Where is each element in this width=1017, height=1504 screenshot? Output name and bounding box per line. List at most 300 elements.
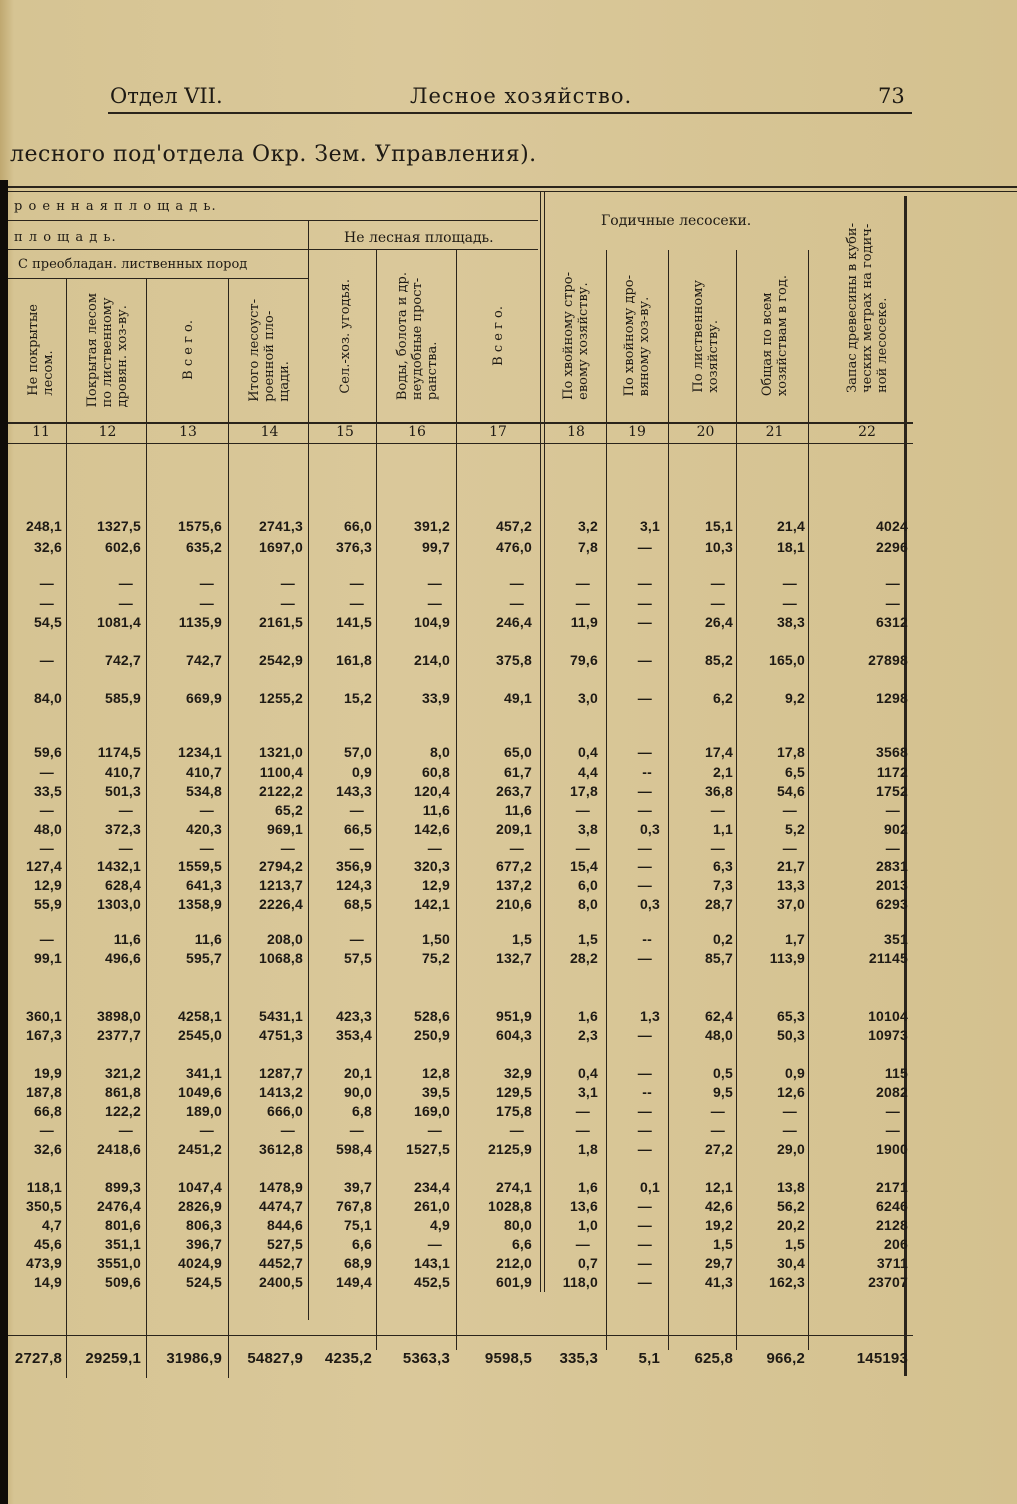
column-header-21 — [738, 252, 811, 420]
column-header-label: По лиственному хозяйству. — [690, 279, 721, 393]
table-cell: 115 — [884, 1065, 908, 1081]
table-cell: 99,1 — [33, 950, 62, 966]
table-cell: 3,8 — [577, 821, 598, 837]
column-number-11: 11 — [32, 424, 50, 440]
table-cell: 1,1 — [712, 821, 733, 837]
table-cell: 36,8 — [704, 783, 733, 799]
table-cell: — — [885, 595, 900, 611]
table-cell: 165,0 — [768, 652, 805, 668]
table-cell: 1049,6 — [177, 1084, 222, 1100]
table-cell: 57,5 — [343, 950, 372, 966]
table-cell: — — [637, 690, 652, 706]
table-cell: — — [637, 858, 652, 874]
table-cell: 3568 — [876, 744, 908, 760]
group-header-deciduous: С преобладан. лиственных пород — [18, 257, 248, 272]
table-cell: — — [427, 840, 442, 856]
column-header-label: В с е г о. — [490, 306, 506, 366]
table-cell: 141,5 — [335, 614, 372, 630]
page-binding-edge — [0, 180, 8, 1504]
table-cell: 3551,0 — [96, 1255, 141, 1271]
table-cell: 169,0 — [413, 1103, 450, 1119]
table-cell: 410,7 — [185, 764, 222, 780]
table-cell: 376,3 — [335, 539, 372, 555]
table-cell: 360,1 — [25, 1008, 62, 1024]
table-cell: 27,2 — [704, 1141, 733, 1157]
table-cell: 1047,4 — [177, 1179, 222, 1195]
table-cell: 0,7 — [577, 1255, 598, 1271]
table-cell: 598,4 — [335, 1141, 372, 1157]
table-cell: 4258,1 — [177, 1008, 222, 1024]
table-cell: 113,9 — [769, 950, 805, 966]
table-cell: 21145 — [868, 950, 908, 966]
table-cell: 2377,7 — [96, 1027, 141, 1043]
table-cell: — — [710, 840, 725, 856]
colnum-rule — [8, 443, 913, 444]
header-rule-2 — [8, 249, 538, 250]
table-cell: 457,2 — [495, 518, 532, 534]
table-cell: — — [885, 1103, 900, 1119]
column-header-label: Общая по всем хозяйствам в год. — [759, 275, 790, 397]
table-cell: 635,2 — [185, 539, 222, 555]
table-cell: — — [575, 840, 590, 856]
table-cell: 1174,5 — [97, 744, 141, 760]
table-cell: 496,6 — [104, 950, 141, 966]
table-cell: 11,9 — [570, 614, 598, 630]
table-cell: 161,8 — [335, 652, 372, 668]
table-cell: 1100,4 — [259, 764, 303, 780]
column-number-12: 12 — [98, 424, 117, 440]
table-cell: 2545,0 — [177, 1027, 222, 1043]
table-cell: 2826,9 — [177, 1198, 222, 1214]
header-rule-3 — [8, 278, 308, 279]
table-cell: 2226,4 — [258, 896, 303, 912]
table-cell: 3711 — [876, 1255, 908, 1271]
table-cell: 602,6 — [104, 539, 141, 555]
table-cell: 420,3 — [185, 821, 222, 837]
column-number-13: 13 — [179, 424, 197, 440]
table-cell: 1298 — [876, 690, 908, 706]
table-cell: 1,6 — [577, 1179, 598, 1195]
table-cell: 391,2 — [413, 518, 450, 534]
table-cell: 10973 — [868, 1027, 908, 1043]
table-cell: — — [710, 575, 725, 591]
table-cell: 1172 — [876, 764, 908, 780]
table-cell: — — [199, 840, 214, 856]
table-cell: 208,0 — [266, 931, 303, 947]
total-cell: 54827,9 — [247, 1350, 303, 1367]
table-cell: — — [782, 840, 797, 856]
total-cell: 31986,9 — [166, 1350, 222, 1367]
table-cell: 57,0 — [343, 744, 372, 760]
table-top-rule-thin — [8, 191, 1017, 192]
column-number-19: 19 — [628, 424, 646, 440]
table-cell: 501,3 — [104, 783, 141, 799]
page-title: Лесное хозяйство. — [410, 84, 633, 108]
table-cell: 246,4 — [495, 614, 532, 630]
column-header-11 — [14, 280, 68, 420]
table-cell: 350,5 — [25, 1198, 62, 1214]
table-cell: — — [637, 1103, 652, 1119]
table-cell: 534,8 — [185, 783, 222, 799]
table-cell: 50,3 — [776, 1027, 805, 1043]
table-cell: 2400,5 — [258, 1274, 303, 1290]
column-header-label: Итого лесоуст- роенной пло- щади. — [247, 298, 292, 402]
table-cell: 214,0 — [413, 652, 450, 668]
table-cell: 189,0 — [185, 1103, 222, 1119]
total-cell: 2727,8 — [14, 1350, 62, 1367]
column-rule-2 — [146, 278, 147, 1378]
table-cell: — — [637, 1274, 652, 1290]
table-cell: — — [637, 802, 652, 818]
table-cell: 263,7 — [495, 783, 532, 799]
table-cell: — — [782, 802, 797, 818]
total-cell: 9598,5 — [484, 1350, 532, 1367]
column-header-14 — [230, 280, 309, 420]
table-cell: — — [349, 840, 364, 856]
table-cell: 0,3 — [639, 821, 660, 837]
table-cell: 54,5 — [33, 614, 62, 630]
table-cell: 4,9 — [429, 1217, 450, 1233]
table-cell: 66,8 — [33, 1103, 62, 1119]
table-cell: 585,9 — [104, 690, 141, 706]
column-header-label: По хвойному стро- евому хозяйству. — [561, 272, 591, 400]
total-cell: 145193 — [856, 1350, 908, 1367]
table-cell: 48,0 — [704, 1027, 733, 1043]
header-rule-1 — [8, 220, 538, 221]
column-header-label: По хвойному дро- вяному хоз-ву. — [622, 275, 652, 397]
table-cell: 61,7 — [503, 764, 532, 780]
table-cell: — — [118, 595, 133, 611]
table-cell: 1,5 — [712, 1236, 733, 1252]
table-cell: 1303,0 — [96, 896, 141, 912]
table-cell: 1752 — [876, 783, 908, 799]
table-cell: 969,1 — [266, 821, 303, 837]
table-cell: 3,0 — [577, 690, 598, 706]
table-cell: 372,3 — [104, 821, 141, 837]
table-cell: 60,8 — [421, 764, 450, 780]
table-cell: 6293 — [876, 896, 908, 912]
table-cell: 0,2 — [712, 931, 733, 947]
table-cell: 2542,9 — [258, 652, 303, 668]
column-header-label: Сел.-хоз. угодья. — [337, 278, 353, 394]
table-cell: 341,1 — [185, 1065, 222, 1081]
table-cell: 30,4 — [776, 1255, 805, 1271]
table-cell: 0,4 — [577, 744, 598, 760]
table-cell: 1527,5 — [405, 1141, 450, 1157]
table-cell: 143,3 — [335, 783, 372, 799]
table-cell: 149,4 — [335, 1274, 372, 1290]
table-cell: — — [427, 595, 442, 611]
table-cell: — — [427, 575, 442, 591]
table-cell: — — [39, 575, 54, 591]
table-cell: 20,1 — [343, 1065, 372, 1081]
table-cell: — — [39, 840, 54, 856]
table-cell: 6,5 — [784, 764, 805, 780]
table-cell: — — [39, 652, 54, 668]
section-label: Отдел VII. — [110, 84, 223, 108]
table-cell: 124,3 — [335, 877, 372, 893]
table-cell: 801,6 — [104, 1217, 141, 1233]
table-cell: 2128 — [876, 1217, 908, 1233]
table-cell: 601,9 — [495, 1274, 532, 1290]
table-cell: — — [637, 1217, 652, 1233]
column-header-12 — [68, 280, 147, 420]
column-header-20 — [672, 252, 739, 420]
table-cell: 353,4 — [335, 1027, 372, 1043]
table-cell: 175,8 — [495, 1103, 532, 1119]
table-cell: 3,2 — [577, 518, 598, 534]
table-cell: 1478,9 — [258, 1179, 303, 1195]
table-cell: — — [637, 539, 652, 555]
table-cell: 767,8 — [335, 1198, 372, 1214]
table-cell: — — [885, 802, 900, 818]
table-cell: 90,0 — [343, 1084, 372, 1100]
table-cell: 65,3 — [776, 1008, 805, 1024]
table-cell: 66,5 — [343, 821, 372, 837]
table-cell: 1213,7 — [258, 877, 303, 893]
table-cell: 12,1 — [704, 1179, 733, 1195]
table-cell: 80,0 — [503, 1217, 532, 1233]
table-cell: 12,8 — [421, 1065, 450, 1081]
table-cell: — — [39, 764, 54, 780]
table-cell: — — [509, 575, 524, 591]
column-header-19 — [608, 252, 666, 420]
table-cell: — — [509, 840, 524, 856]
table-cell: 1697,0 — [258, 539, 303, 555]
table-cell: — — [118, 1122, 133, 1138]
table-cell: 951,9 — [495, 1008, 532, 1024]
table-cell: 54,6 — [776, 783, 805, 799]
table-cell: — — [280, 840, 295, 856]
table-cell: 669,9 — [185, 690, 222, 706]
table-cell: 452,5 — [413, 1274, 450, 1290]
table-cell: 666,0 — [266, 1103, 303, 1119]
table-cell: 1,5 — [511, 931, 532, 947]
table-cell: 1575,6 — [177, 518, 222, 534]
table-cell: 3,1 — [639, 518, 660, 534]
table-cell: 1,7 — [784, 931, 805, 947]
table-cell: — — [118, 575, 133, 591]
table-cell: 42,6 — [704, 1198, 733, 1214]
table-cell: — — [118, 802, 133, 818]
table-cell: 8,0 — [577, 896, 598, 912]
table-cell: — — [782, 1122, 797, 1138]
total-cell: 29259,1 — [85, 1350, 141, 1367]
table-cell: 162,3 — [768, 1274, 805, 1290]
table-cell: 6,6 — [351, 1236, 372, 1252]
table-cell: 75,2 — [421, 950, 450, 966]
table-cell: 7,3 — [712, 877, 733, 893]
table-cell: 49,1 — [503, 690, 532, 706]
table-cell: — — [349, 1122, 364, 1138]
table-cell: 68,5 — [343, 896, 372, 912]
table-cell: 39,5 — [421, 1084, 450, 1100]
table-cell: — — [575, 802, 590, 818]
running-head — [0, 84, 1017, 114]
table-cell: 3,1 — [577, 1084, 598, 1100]
table-cell: 902 — [884, 821, 908, 837]
table-cell: — — [637, 1255, 652, 1271]
table-cell: 1234,1 — [177, 744, 222, 760]
table-cell: 127,4 — [25, 858, 62, 874]
table-cell: 65,2 — [274, 802, 303, 818]
table-cell: — — [637, 840, 652, 856]
table-cell: 132,7 — [495, 950, 532, 966]
total-cell: 5363,3 — [402, 1350, 450, 1367]
table-cell: — — [637, 1198, 652, 1214]
table-cell: — — [349, 802, 364, 818]
table-cell: 351,1 — [104, 1236, 141, 1252]
table-cell: 1900 — [876, 1141, 908, 1157]
table-cell: 473,9 — [25, 1255, 62, 1271]
total-cell: 966,2 — [766, 1350, 805, 1367]
table-cell: 4,4 — [577, 764, 598, 780]
table-cell: 234,4 — [413, 1179, 450, 1195]
table-cell: — — [637, 1065, 652, 1081]
table-cell: 1321,0 — [258, 744, 303, 760]
column-header-13 — [148, 280, 228, 420]
table-cell: 12,9 — [33, 877, 62, 893]
table-cell: — — [39, 1122, 54, 1138]
table-cell: 2794,2 — [258, 858, 303, 874]
table-cell: 641,3 — [185, 877, 222, 893]
total-cell: 5,1 — [638, 1350, 660, 1367]
table-cell: 6,0 — [577, 877, 598, 893]
table-cell: 2082 — [876, 1084, 908, 1100]
table-cell: — — [39, 802, 54, 818]
table-cell: 0,5 — [712, 1065, 733, 1081]
table-cell: — — [118, 840, 133, 856]
table-cell: 39,7 — [343, 1179, 372, 1195]
table-cell: 21,7 — [776, 858, 805, 874]
table-cell: 32,9 — [503, 1065, 532, 1081]
table-cell: 13,3 — [776, 877, 805, 893]
table-cell: 6,8 — [351, 1103, 372, 1119]
table-cell: 56,2 — [776, 1198, 805, 1214]
table-cell: 187,8 — [25, 1084, 62, 1100]
table-cell: 33,9 — [421, 690, 450, 706]
table-cell: 4024,9 — [177, 1255, 222, 1271]
column-rule-7 — [540, 192, 541, 1292]
table-cell: 595,7 — [185, 950, 222, 966]
table-cell: 1358,9 — [177, 896, 222, 912]
table-cell: 1432,1 — [96, 858, 141, 874]
table-cell: 6246 — [876, 1198, 908, 1214]
table-cell: 274,1 — [495, 1179, 532, 1195]
table-cell: 2418,6 — [96, 1141, 141, 1157]
table-cell: — — [710, 595, 725, 611]
table-cell: — — [427, 1122, 442, 1138]
table-cell: — — [637, 950, 652, 966]
table-cell: 137,2 — [495, 877, 532, 893]
table-cell: 476,0 — [495, 539, 532, 555]
group-header-nonforest: Не лесная площадь. — [344, 230, 494, 246]
table-cell: — — [575, 1236, 590, 1252]
table-cell: 7,8 — [577, 539, 598, 555]
table-cell: 79,6 — [569, 652, 598, 668]
table-cell: 2741,3 — [258, 518, 303, 534]
table-cell: — — [637, 1027, 652, 1043]
table-cell: 19,9 — [33, 1065, 62, 1081]
table-cell: 899,3 — [104, 1179, 141, 1195]
table-cell: 3898,0 — [96, 1008, 141, 1024]
table-cell: 11,6 — [194, 931, 222, 947]
table-cell: 375,8 — [495, 652, 532, 668]
table-cell: 509,6 — [104, 1274, 141, 1290]
table-cell: 17,8 — [569, 783, 598, 799]
table-cell: 1287,7 — [258, 1065, 303, 1081]
table-cell: 6312 — [876, 614, 908, 630]
table-cell: 85,7 — [704, 950, 733, 966]
table-cell: 5431,1 — [258, 1008, 303, 1024]
column-number-18: 18 — [567, 424, 585, 440]
table-cell: 1255,2 — [258, 690, 303, 706]
table-cell: 250,9 — [413, 1027, 450, 1043]
table-cell: — — [637, 595, 652, 611]
column-header-18 — [548, 252, 604, 420]
table-cell: — — [637, 1122, 652, 1138]
table-cell: 13,6 — [569, 1198, 598, 1214]
table-cell: 0,3 — [639, 896, 660, 912]
table-cell: — — [39, 595, 54, 611]
table-cell: 11,6 — [504, 802, 532, 818]
table-cell: 142,1 — [413, 896, 450, 912]
table-cell: 527,5 — [266, 1236, 303, 1252]
column-header-label: Покрытая лесом по лиственному дровян. хоз-ву. — [85, 292, 130, 408]
table-cell: 55,9 — [33, 896, 62, 912]
table-cell: — — [885, 840, 900, 856]
table-cell: 143,1 — [413, 1255, 450, 1271]
column-number-15: 15 — [336, 424, 354, 440]
table-cell: — — [782, 595, 797, 611]
table-cell: 677,2 — [495, 858, 532, 874]
table-cell: 2451,2 — [177, 1141, 222, 1157]
table-cell: 29,7 — [704, 1255, 733, 1271]
table-cell: 524,5 — [185, 1274, 222, 1290]
table-cell: — — [710, 1122, 725, 1138]
table-cell: 0,9 — [351, 764, 372, 780]
column-number-14: 14 — [260, 424, 279, 440]
table-cell: — — [509, 595, 524, 611]
table-cell: — — [637, 744, 652, 760]
group-header-annual-cuts: Годичные лесосеки. — [601, 213, 752, 229]
column-rule-1 — [66, 278, 67, 1378]
group-header-area: п л о щ а д ь. — [14, 230, 117, 245]
table-cell: — — [199, 575, 214, 591]
table-cell: 59,6 — [33, 744, 62, 760]
table-cell: 11,6 — [422, 802, 450, 818]
column-number-22: 22 — [858, 424, 876, 440]
column-rule-8 — [544, 192, 545, 1292]
table-cell: 261,0 — [413, 1198, 450, 1214]
table-cell: — — [280, 595, 295, 611]
table-cell: 1,6 — [577, 1008, 598, 1024]
table-cell: 604,3 — [495, 1027, 532, 1043]
column-number-17: 17 — [489, 424, 507, 440]
table-cell: — — [199, 1122, 214, 1138]
table-cell: 321,2 — [104, 1065, 141, 1081]
column-number-16: 16 — [408, 424, 426, 440]
table-cell: 18,1 — [776, 539, 805, 555]
table-cell: 1,5 — [784, 1236, 805, 1252]
table-cell: — — [509, 1122, 524, 1138]
table-cell: 1028,8 — [487, 1198, 532, 1214]
table-cell: 120,4 — [413, 783, 450, 799]
table-cell: 0,1 — [639, 1179, 660, 1195]
table-cell: 396,7 — [185, 1236, 222, 1252]
table-cell: 210,6 — [495, 896, 532, 912]
column-header-17 — [458, 252, 538, 420]
